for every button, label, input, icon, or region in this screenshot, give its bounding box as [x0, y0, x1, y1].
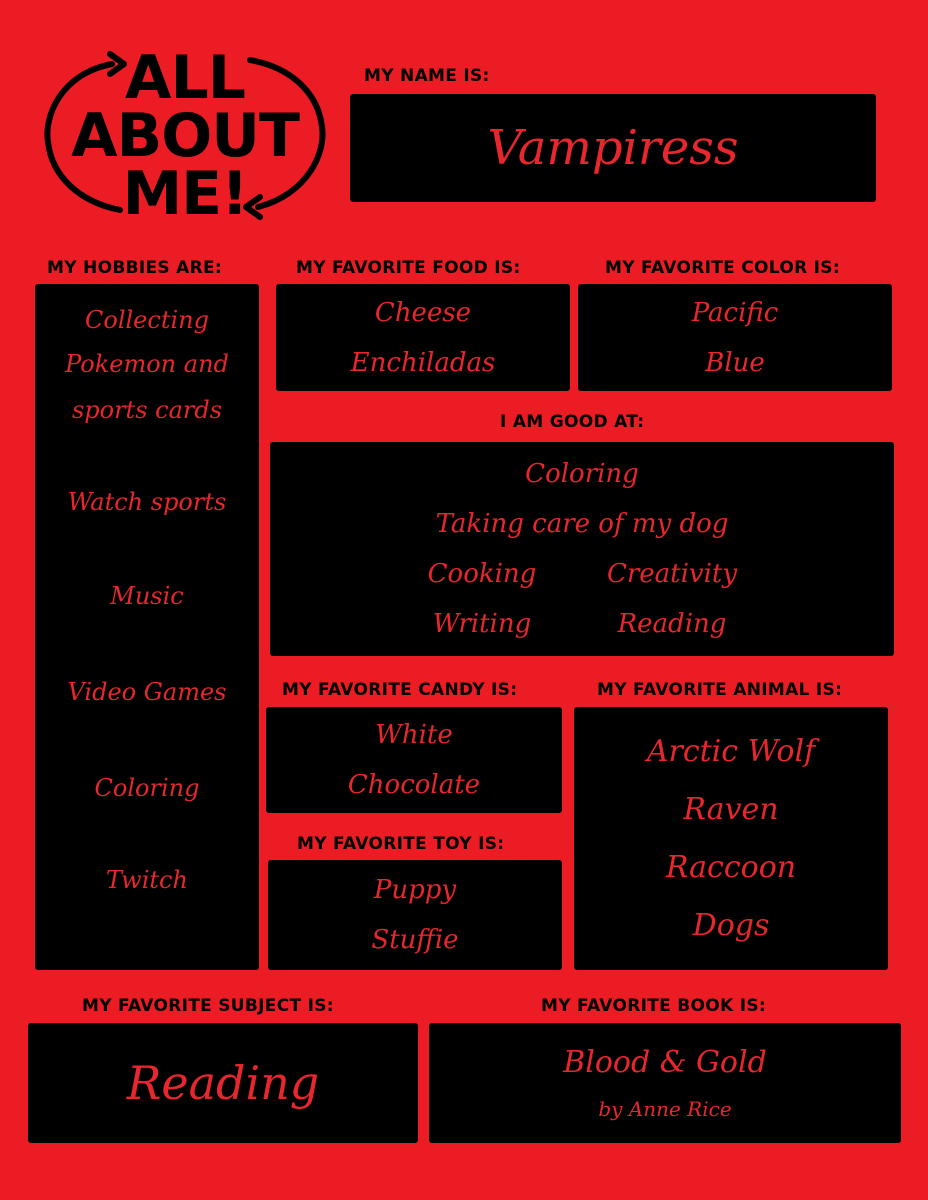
hobby-item: Pokemon and: [65, 350, 229, 378]
toy-line: Puppy: [373, 875, 457, 905]
good-at-row: [417, 599, 747, 649]
animal-label: MY FAVORITE ANIMAL IS:: [597, 680, 843, 700]
name-label: MY NAME IS:: [364, 66, 490, 86]
food-line: Cheese: [374, 297, 472, 328]
hobby-item: Twitch: [106, 866, 188, 894]
food-line: Enchiladas: [350, 347, 496, 378]
color-line: Pacific: [691, 297, 779, 328]
toy-box: [268, 860, 562, 970]
color-box: [578, 284, 892, 391]
book-author: by Anne Rice: [598, 1097, 732, 1121]
animal-line: Dogs: [692, 907, 770, 943]
good-at-item: Reading: [617, 609, 727, 639]
good-at-line: Taking care of my dog: [435, 509, 729, 539]
hobby-item: Coloring: [94, 774, 200, 802]
candy-line: White: [375, 720, 453, 750]
animal-line: Arctic Wolf: [646, 733, 816, 769]
hobby-item: sports cards: [71, 396, 223, 424]
good-at-item: Writing: [432, 609, 532, 639]
food-box: [276, 284, 570, 391]
toy-label: MY FAVORITE TOY IS:: [297, 834, 505, 854]
candy-label: MY FAVORITE CANDY IS:: [282, 680, 518, 700]
hobby-item: Watch sports: [67, 488, 227, 516]
hobby-item: Music: [110, 582, 184, 610]
all-about-me-logo: [40, 42, 330, 227]
food-label: MY FAVORITE FOOD IS:: [296, 258, 521, 278]
color-line: Blue: [705, 347, 765, 378]
candy-line: Chocolate: [347, 770, 481, 800]
book-box: [429, 1023, 901, 1143]
subject-label: MY FAVORITE SUBJECT IS:: [82, 996, 334, 1016]
good-at-row: [417, 549, 747, 599]
good-at-label: I AM GOOD AT:: [500, 412, 645, 432]
book-label: MY FAVORITE BOOK IS:: [541, 996, 766, 1016]
logo-line-1: ALL: [125, 43, 245, 113]
candy-box: [266, 707, 562, 813]
name-value: Vampiress: [487, 120, 739, 176]
good-at-line: Coloring: [525, 459, 639, 489]
good-at-item: Cooking: [427, 559, 537, 589]
animal-line: Raven: [683, 791, 779, 827]
logo-line-2: ABOUT: [71, 101, 299, 171]
good-at-box: [270, 442, 894, 656]
hobbies-label: MY HOBBIES ARE:: [47, 258, 222, 278]
book-title: Blood & Gold: [563, 1045, 767, 1080]
name-box: [350, 94, 876, 202]
good-at-item: Creativity: [606, 559, 738, 589]
hobby-item: Collecting: [85, 306, 209, 334]
toy-line: Stuffie: [371, 925, 459, 955]
color-label: MY FAVORITE COLOR IS:: [605, 258, 840, 278]
animal-line: Raccoon: [665, 849, 797, 885]
hobbies-box: [35, 284, 259, 970]
subject-box: [28, 1023, 418, 1143]
logo-line-3: ME!: [122, 159, 248, 229]
subject-value: Reading: [126, 1056, 320, 1110]
animal-box: [574, 707, 888, 970]
hobby-item: Video Games: [67, 678, 227, 706]
